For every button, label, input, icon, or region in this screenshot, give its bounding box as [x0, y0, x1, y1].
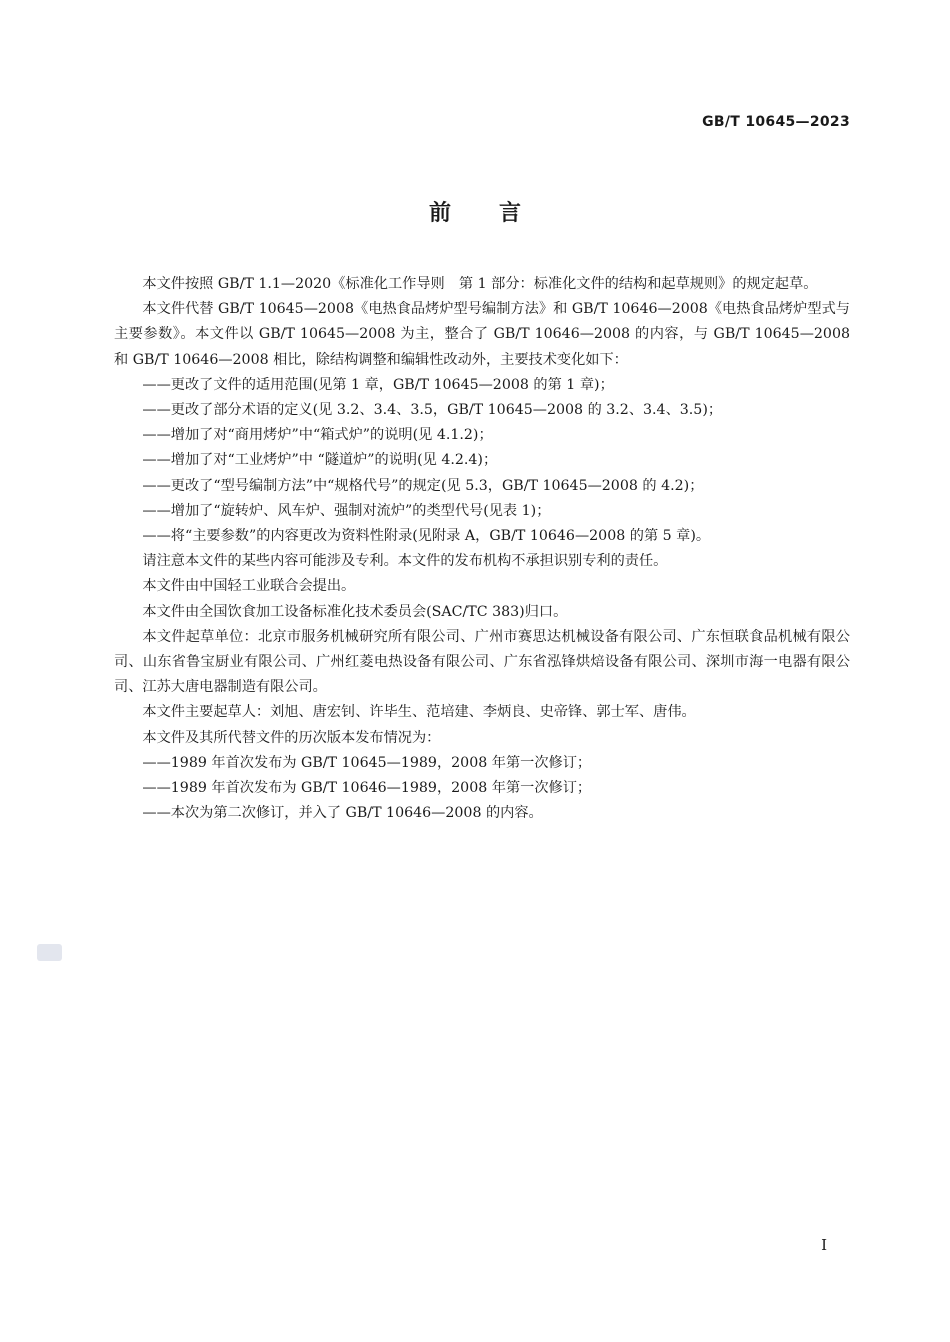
- change-item: ——将“主要参数”的内容更改为资料性附录(见附录 A，GB/T 10646—2008 的第 5 章)。: [142, 528, 711, 545]
- standard-number: GB/T 10645—2023: [702, 114, 850, 130]
- history-item: ——1989 年首次发布为 GB/T 10646—1989，2008 年第一次修订；: [142, 780, 592, 797]
- drafting-units: 本文件起草单位：北京市服务机械研究所有限公司、广州市赛思达机械设备有限公司、广东恒联食品机械有限公司、山东省鲁宝厨业有限公司、广州红菱电热设备有限公司、广东省泓锋烘焙设备有限公司、深圳市海一电器有限公司、江苏大唐电器制造有限公司。: [114, 628, 850, 696]
- history-intro: 本文件及其所代替文件的历次版本发布情况为：: [142, 729, 441, 746]
- page-title: 前言: [428, 201, 569, 226]
- change-item: ——更改了文件的适用范围(见第 1 章，GB/T 10645—2008 的第 1 章)；: [142, 376, 614, 393]
- change-item: ——更改了“型号编制方法”中“规格代号”的规定(见 5.3，GB/T 10645—2008 的 4.2)；: [142, 477, 704, 494]
- history-item: ——本次为第二次修订，并入了 GB/T 10646—2008 的内容。: [142, 805, 543, 822]
- committee: 本文件由全国饮食加工设备标准化技术委员会(SAC/TC 383)归口。: [142, 603, 568, 620]
- change-item: ——增加了对“工业烤炉”中 “隧道炉”的说明(见 4.2.4)；: [142, 452, 498, 469]
- change-item: ——增加了“旋转炉、风车炉、强制对流炉”的类型代号(见表 1)；: [142, 502, 551, 519]
- patent-notice: 请注意本文件的某些内容可能涉及专利。本文件的发布机构不承担识别专利的责任。: [142, 553, 668, 570]
- drafters: 本文件主要起草人：刘旭、唐宏钊、许毕生、范培建、李炳良、史帝锋、郭士军、唐伟。: [142, 704, 696, 721]
- sac-logo-icon: [37, 944, 62, 961]
- history-item: ——1989 年首次发布为 GB/T 10645—1989，2008 年第一次修订；: [142, 754, 592, 771]
- change-item: ——更改了部分术语的定义(见 3.2、3.4、3.5，GB/T 10645—2008 的 3.2、3.4、3.5)；: [142, 402, 723, 419]
- page-number: I: [821, 1236, 827, 1254]
- change-item: ——增加了对“商用烤炉”中“箱式炉”的说明(见 4.1.2)；: [142, 427, 493, 444]
- proposer: 本文件由中国轻工业联合会提出。: [142, 578, 356, 595]
- paragraph-drafting-rules: 本文件按照 GB/T 1.1—2020《标准化工作导则 第 1 部分：标准化文件的结构和起草规则》的规定起草。: [142, 276, 818, 292]
- paragraph-replacement: 本文件代替 GB/T 10645—2008《电热食品烤炉型号编制方法》和 GB/T 10646—2008《电热食品烤炉型式与主要参数》。本文件以 GB/T 10645—2008 为主，整合了 GB/T 10646—2008 的内容，与 GB/T 10645—2008 和 GB/T 10646—2008 相比，除结构调整和编辑性改动外，主要技术变化如下：: [114, 301, 850, 368]
- document-body: [114, 272, 850, 826]
